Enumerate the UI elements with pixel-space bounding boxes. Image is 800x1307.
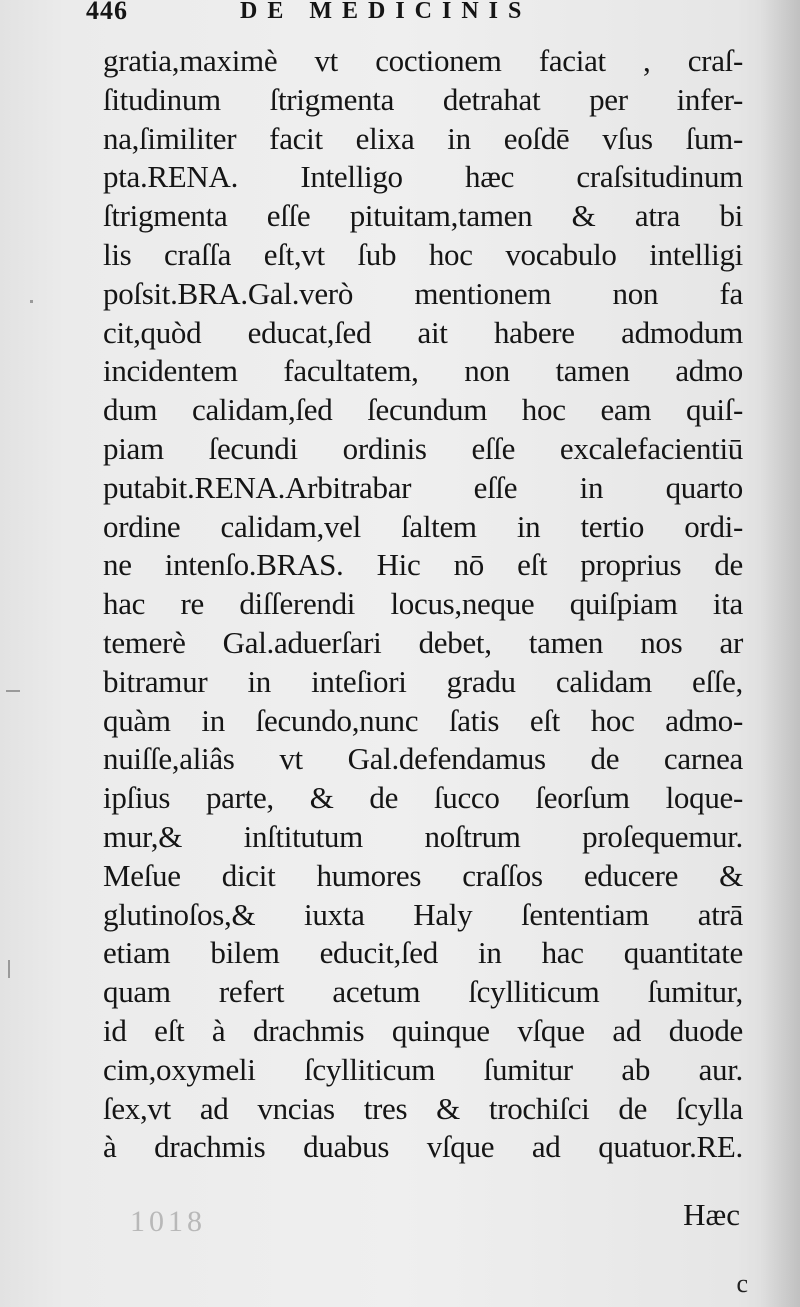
paper-speck (6, 690, 20, 692)
text-line: id eſt à drachmis quinque vſque ad duode (103, 1012, 743, 1048)
text-line: ne intenſo.BRAS. Hic nō eſt proprius de (103, 547, 743, 583)
text-line: pta.RENA. Intelligo hæc craſsitudinum (103, 159, 743, 195)
text-line: quam refert acetum ſcylliticum ſumitur, (103, 974, 743, 1010)
text-line: piam ſecundi ordinis eſſe excalefacientiū (103, 430, 743, 466)
text-line: etiam bilem educit,ſed in hac quantitate (103, 935, 743, 971)
text-line: incidentem facultatem, non tamen admo (103, 353, 743, 389)
text-line: mur,& inſtitutum noſtrum proſequemur. (103, 818, 743, 854)
text-line: Meſue dicit humores craſſos educere & (103, 857, 743, 893)
running-head: DE MEDICINIS (240, 0, 532, 24)
text-line: ipſius parte, & de ſucco ſeorſum loque- (103, 780, 743, 816)
text-line: nuiſſe,aliâs vt Gal.defendamus de carnea (103, 741, 743, 777)
catchword: Hæc (683, 1197, 740, 1232)
paper-speck (30, 300, 33, 303)
text-line: bitramur in inteſiori gradu calidam eſſe, (103, 663, 743, 699)
text-line: poſsit.BRA.Gal.verò mentionem non fa (103, 275, 743, 311)
text-line: putabit.RENA.Arbitrabar eſſe in quarto (103, 469, 743, 505)
stray-ink-mark: c (736, 1269, 748, 1298)
text-line: glutinoſos,& iuxta Haly ſententiam atrā (103, 896, 743, 932)
text-line: lis craſſa eſt,vt ſub hoc vocabulo intelligi (103, 236, 743, 272)
text-line: ſitudinum ſtrigmenta detrahat per infer- (103, 81, 743, 117)
text-line: dum calidam,ſed ſecundum hoc eam quiſ- (103, 392, 743, 428)
body-text (103, 42, 743, 1167)
text-line: ordine calidam,vel ſaltem in tertio ordi- (103, 508, 743, 544)
text-line: quàm in ſecundo,nunc ſatis eſt hoc admo- (103, 702, 743, 738)
text-line: temerè Gal.aduerſari debet, tamen nos ar (103, 624, 743, 660)
page-number: 446 (86, 0, 128, 25)
faint-signature-mark: 1018 (130, 1205, 206, 1238)
text-line: ſtrigmenta eſſe pituitam,tamen & atra bi (103, 198, 743, 234)
text-line: gratia,maximè vt coctionem faciat , craſ- (103, 43, 743, 78)
text-line: na,ſimiliter facit elixa in eoſdē vſus ſum- (103, 120, 743, 156)
text-line: hac re diſſerendi locus,neque quiſpiam ita (103, 586, 743, 622)
text-line: cit,quòd educat,ſed ait habere admodum (103, 314, 743, 350)
page-header (86, 0, 706, 26)
text-line: ſex,vt ad vncias tres & trochiſci de ſcylla (103, 1090, 743, 1126)
paper-speck (8, 960, 10, 978)
text-line: cim,oxymeli ſcylliticum ſumitur ab aur. (103, 1051, 743, 1087)
text-line: à drachmis duabus vſque ad quatuor.RE. (103, 1129, 743, 1165)
